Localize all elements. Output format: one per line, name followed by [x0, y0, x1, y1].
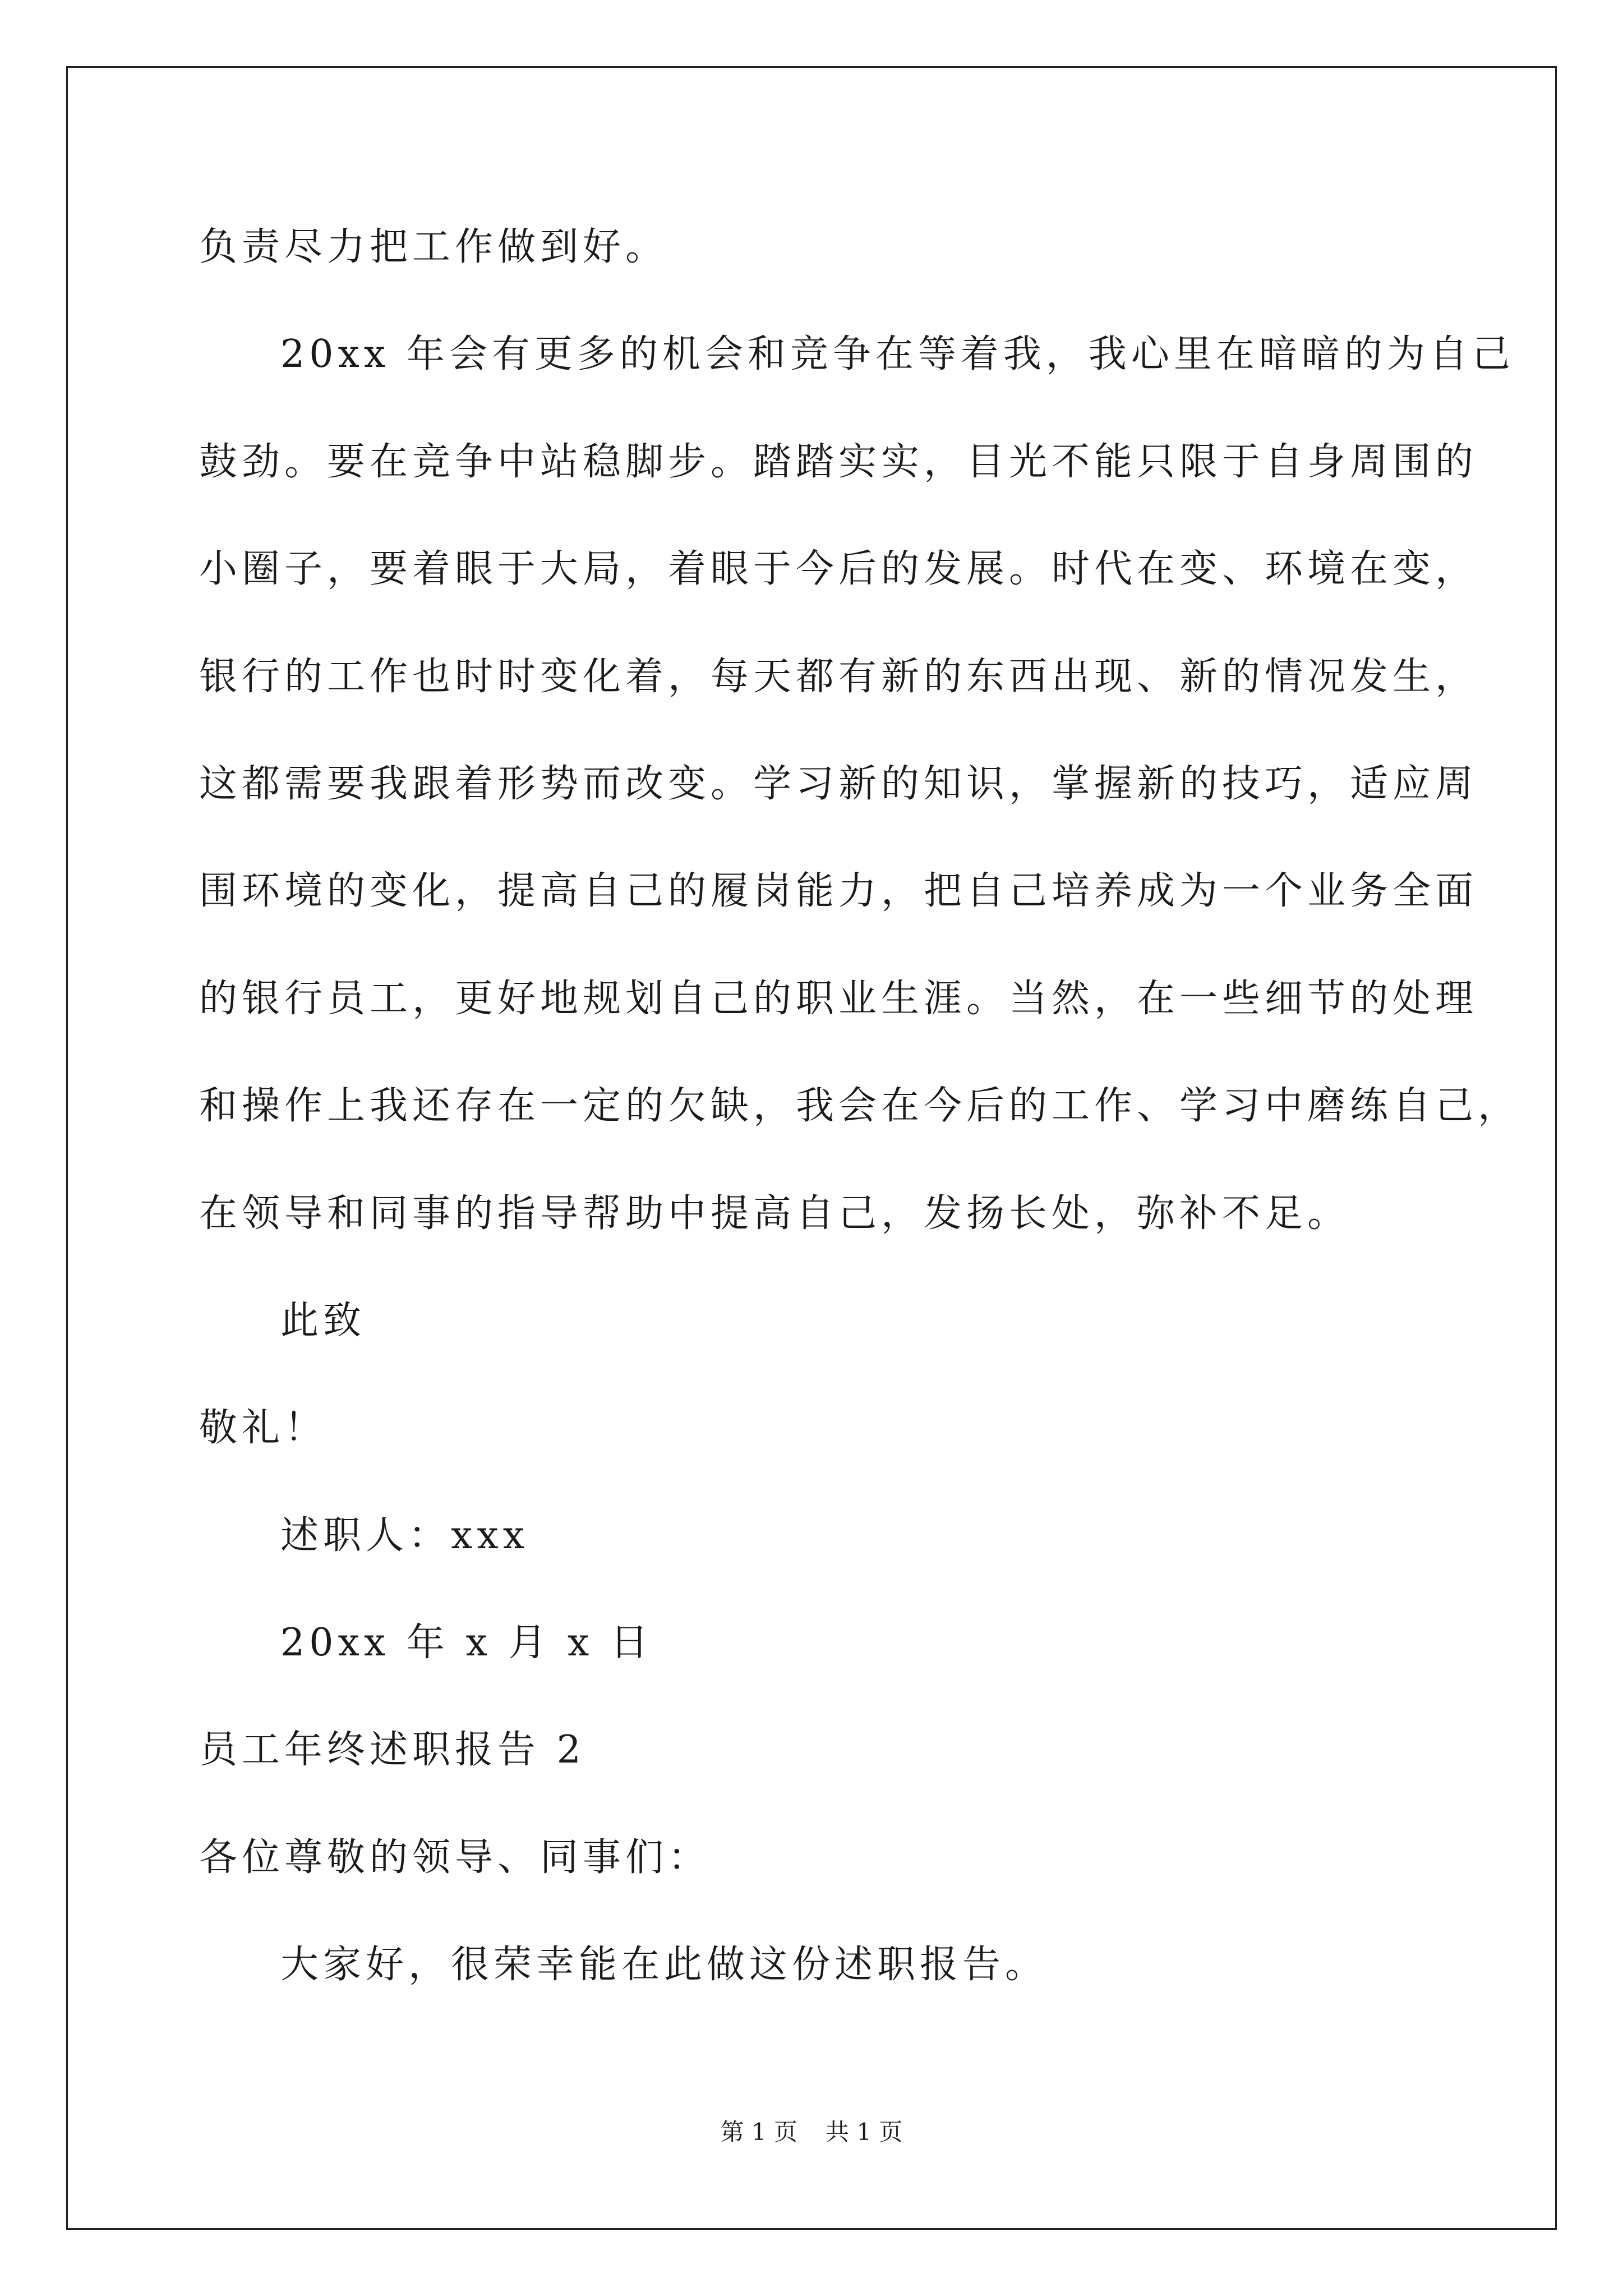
page-number: 第 1 页	[720, 2118, 797, 2146]
closing-salutation: 此致	[280, 1298, 366, 1343]
signature-date: 20xx 年 x 月 x 日	[280, 1621, 653, 1665]
paragraph-line: 20xx 年会有更多的机会和竞争在等着我，我心里在暗暗的为自己	[280, 332, 1515, 377]
paragraph-line: 围环境的变化，提高自己的履岗能力，把自己培养成为一个业务全面	[199, 869, 1478, 914]
paragraph-line: 和操作上我还存在一定的欠缺，我会在今后的工作、学习中磨练自己，	[199, 1084, 1521, 1129]
paragraph-line: 大家好，很荣幸能在此做这份述职报告。	[280, 1943, 1048, 1987]
paragraph-line: 小圈子，要着眼于大局，着眼于今后的发展。时代在变、环境在变，	[199, 547, 1478, 592]
paragraph-line: 的银行员工，更好地规划自己的职业生涯。当然，在一些细节的处理	[199, 976, 1478, 1021]
paragraph-line: 这都需要我跟着形势而改变。学习新的知识，掌握新的技巧，适应周	[199, 761, 1478, 806]
paragraph-line: 鼓劲。要在竞争中站稳脚步。踏踏实实，目光不能只限于自身周围的	[199, 439, 1478, 484]
paragraph-line: 银行的工作也时时变化着，每天都有新的东西出现、新的情况发生，	[199, 654, 1478, 699]
document-body	[199, 194, 1521, 2019]
closing-regards: 敬礼！	[199, 1406, 328, 1451]
paragraph-line: 在领导和同事的指导帮助中提高自己，发扬长处，弥补不足。	[199, 1191, 1350, 1236]
signature-name: 述职人：xxx	[280, 1513, 529, 1558]
section-heading: 员工年终述职报告 2	[199, 1728, 585, 1773]
page-footer	[0, 2114, 1623, 2147]
page-total: 共 1 页	[826, 2118, 903, 2146]
greeting: 各位尊敬的领导、同事们：	[199, 1835, 711, 1880]
paragraph-line: 负责尽力把工作做到好。	[199, 225, 668, 269]
